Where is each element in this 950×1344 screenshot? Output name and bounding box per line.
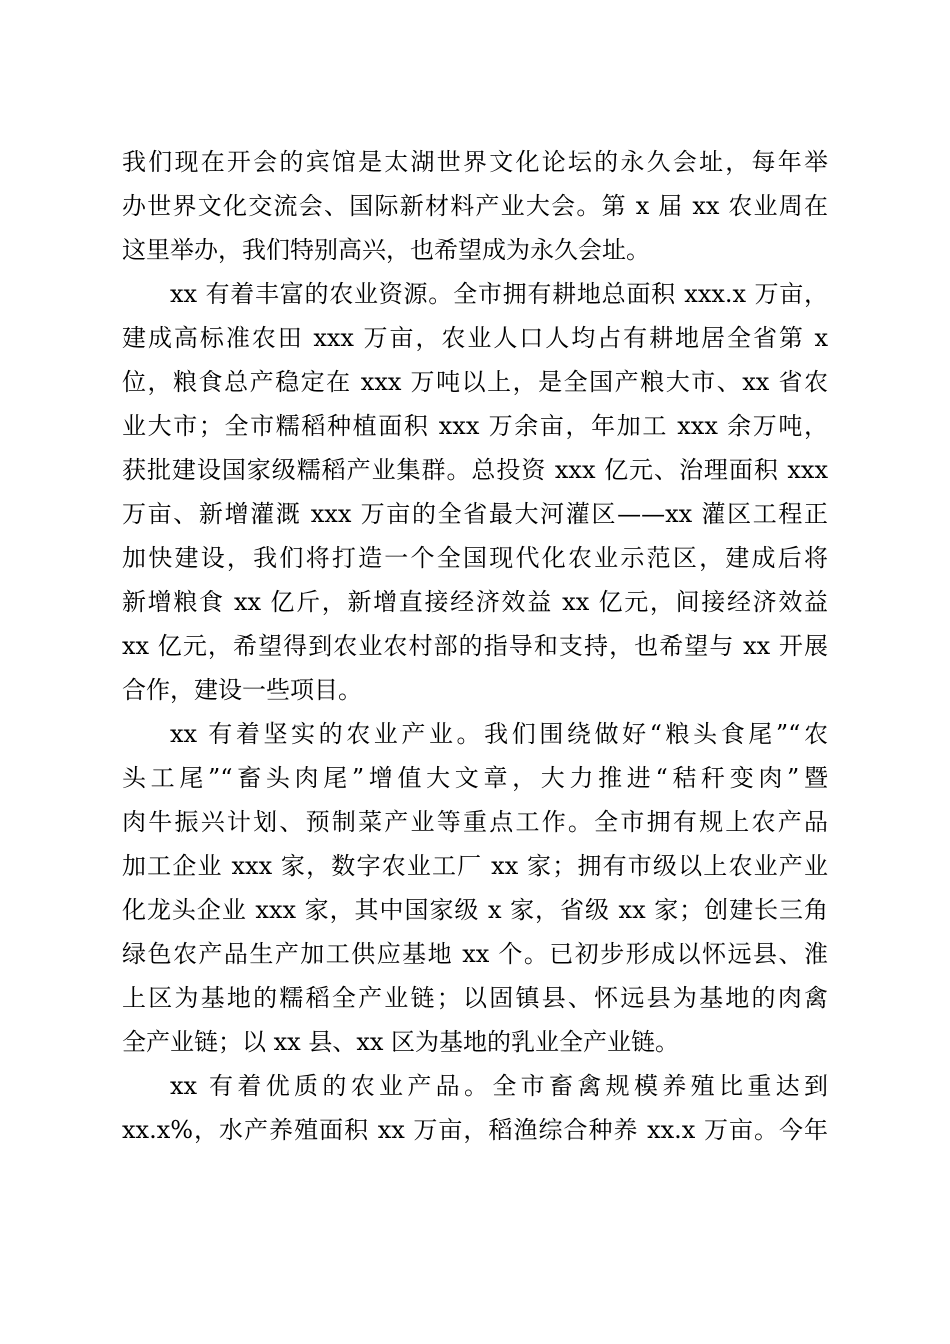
text-line: 业大市；全市糯稻种植面积 xxx 万余亩，年加工 xxx 余万吨， [122, 412, 828, 440]
text-line: 化龙头企业 xxx 家，其中国家级 x 家，省级 xx 家；创建长三角 [122, 896, 828, 924]
text-line: 万亩、新增灌溉 xxx 万亩的全省最大河灌区——xx 灌区工程正 [122, 500, 828, 528]
text-line: 头工尾”“畜头肉尾”增值大文章，大力推进“秸秆变肉”暨 [122, 764, 828, 792]
text-line: xx 有着优质的农业产品。全市畜禽规模养殖比重达到 [170, 1072, 828, 1100]
text-line: 办世界文化交流会、国际新材料产业大会。第 x 届 xx 农业周在 [122, 192, 828, 220]
paragraph [122, 272, 828, 712]
paragraph [122, 712, 828, 1064]
text-line: 建成高标准农田 xxx 万亩，农业人口人均占有耕地居全省第 x [122, 324, 828, 352]
text-line: xx 有着坚实的农业产业。我们围绕做好“粮头食尾”“农 [170, 720, 828, 748]
text-line: 获批建设国家级糯稻产业集群。总投资 xxx 亿元、治理面积 xxx [122, 456, 828, 484]
text-line: 加快建设，我们将打造一个全国现代化农业示范区，建成后将 [122, 544, 828, 572]
paragraph [122, 140, 828, 272]
text-line: 加工企业 xxx 家，数字农业工厂 xx 家；拥有市级以上农业产业 [122, 852, 828, 880]
text-line: xx 亿元，希望得到农业农村部的指导和支持，也希望与 xx 开展 [122, 632, 828, 660]
text-line: 这里举办，我们特别高兴，也希望成为永久会址。 [122, 236, 650, 264]
text-line: 新增粮食 xx 亿斤，新增直接经济效益 xx 亿元，间接经济效益 [122, 588, 828, 616]
text-line: 全产业链；以 xx 县、xx 区为基地的乳业全产业链。 [122, 1028, 680, 1056]
text-line: 合作，建设一些项目。 [122, 676, 362, 704]
document-page [122, 140, 828, 1152]
paragraph [122, 1064, 828, 1152]
text-line: 肉牛振兴计划、预制菜产业等重点工作。全市拥有规上农产品 [122, 808, 828, 836]
text-line: xx.x%，水产养殖面积 xx 万亩，稻渔综合种养 xx.x 万亩。今年 [122, 1116, 828, 1144]
text-line: 我们现在开会的宾馆是太湖世界文化论坛的永久会址，每年举 [122, 148, 828, 176]
text-line: 上区为基地的糯稻全产业链；以固镇县、怀远县为基地的肉禽 [122, 984, 828, 1012]
text-line: 绿色农产品生产加工供应基地 xx 个。已初步形成以怀远县、淮 [122, 940, 828, 968]
text-line: 位，粮食总产稳定在 xxx 万吨以上，是全国产粮大市、xx 省农 [122, 368, 828, 396]
text-line: xx 有着丰富的农业资源。全市拥有耕地总面积 xxx.x 万亩， [170, 280, 828, 308]
